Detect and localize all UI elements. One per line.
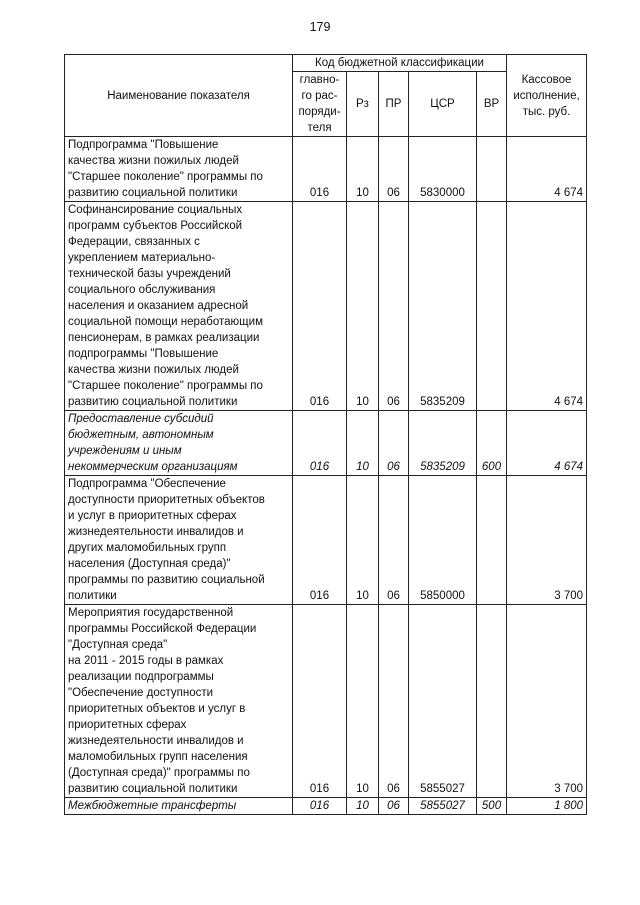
row-pr: 06 (379, 476, 409, 605)
row-name-line: "Доступная среда" (68, 639, 168, 651)
row-rz: 10 (347, 798, 379, 815)
table-row (65, 605, 587, 798)
row-name-line: социальной помощи неработающим (68, 316, 263, 328)
row-name (65, 202, 293, 411)
row-csr: 5830000 (409, 137, 477, 202)
row-name-line: программы по развитию социальной (68, 574, 265, 586)
header-row-top (65, 55, 587, 72)
row-amount: 4 674 (507, 411, 587, 476)
row-rz: 10 (347, 137, 379, 202)
row-name-line: "Обеспечение доступности (68, 687, 214, 699)
row-name-line: бюджетным, автономным (68, 429, 214, 441)
row-name-line: реализации подпрограммы (68, 671, 214, 683)
table-row (65, 476, 587, 605)
header-code-group: Код бюджетной классификации (293, 55, 507, 72)
row-name-line: Софинансирование социальных (68, 204, 243, 216)
row-name-line: жизнедеятельности инвалидов и (68, 526, 244, 538)
row-csr: 5850000 (409, 476, 477, 605)
row-csr: 5835209 (409, 202, 477, 411)
row-name-line: технической базы учреждений (68, 268, 231, 280)
row-amount: 3 700 (507, 476, 587, 605)
budget-execution-table (64, 54, 587, 815)
row-vr (477, 476, 507, 605)
row-name (65, 411, 293, 476)
row-name-line: и услуг в приоритетных сферах (68, 510, 237, 522)
row-name (65, 798, 293, 815)
row-name-line: пенсионерам, в рамках реализации (68, 332, 260, 344)
table-row (65, 202, 587, 411)
row-glava: 016 (293, 202, 347, 411)
row-amount: 4 674 (507, 137, 587, 202)
header-vr: ВР (477, 72, 507, 137)
row-vr: 500 (477, 798, 507, 815)
row-name-line: приоритетных сферах (68, 719, 187, 731)
row-name (65, 605, 293, 798)
row-name-line: "Старшее поколение" программы по (68, 171, 263, 183)
row-pr: 06 (379, 137, 409, 202)
row-glava: 016 (293, 137, 347, 202)
row-csr: 5835209 (409, 411, 477, 476)
row-name-line: приоритетных объектов и услуг в (68, 703, 246, 715)
row-name-line: (Доступная среда)" программы по (68, 767, 250, 779)
row-name-line: Мероприятия государственной (68, 607, 234, 619)
header-rz: Рз (347, 72, 379, 137)
row-name-line: доступности приоритетных объектов (68, 494, 265, 506)
row-name-line: учреждениям и иным (68, 445, 182, 457)
row-vr (477, 202, 507, 411)
row-name (65, 476, 293, 605)
row-pr: 06 (379, 798, 409, 815)
row-pr: 06 (379, 411, 409, 476)
page-number: 179 (309, 20, 331, 34)
row-vr (477, 137, 507, 202)
row-name-line: некоммерческим организациям (68, 461, 238, 473)
header-pr: ПР (379, 72, 409, 137)
header-amount: Кассовое исполнение, тыс. руб. (507, 55, 587, 137)
row-name-line: качества жизни пожилых людей (68, 155, 239, 167)
row-glava: 016 (293, 798, 347, 815)
row-name-line: укреплением материально- (68, 252, 216, 264)
row-name-line: на 2011 - 2015 годы в рамках (68, 655, 224, 667)
row-name-line: Подпрограмма "Обеспечение (68, 478, 226, 490)
row-vr: 600 (477, 411, 507, 476)
table-row (65, 137, 587, 202)
row-glava: 016 (293, 476, 347, 605)
row-rz: 10 (347, 605, 379, 798)
row-name-line: маломобильных групп населения (68, 751, 248, 763)
row-name-line: населения и оказанием адресной (68, 300, 249, 312)
row-name-line: развитию социальной политики (68, 783, 238, 795)
row-name-line: жизнедеятельности инвалидов и (68, 735, 244, 747)
row-name-line: "Старшее поколение" программы по (68, 380, 263, 392)
header-csr: ЦСР (409, 72, 477, 137)
row-rz: 10 (347, 476, 379, 605)
row-name-line: качества жизни пожилых людей (68, 364, 239, 376)
table-row (65, 798, 587, 815)
row-name-line: Межбюджетные трансферты (68, 800, 237, 812)
row-name-line: других маломобильных групп (68, 542, 227, 554)
row-name-line: программ субъектов Российской (68, 220, 243, 232)
table-body (65, 137, 587, 815)
row-glava: 016 (293, 411, 347, 476)
row-pr: 06 (379, 605, 409, 798)
table-row (65, 411, 587, 476)
row-amount: 1 800 (507, 798, 587, 815)
row-name (65, 137, 293, 202)
row-name-line: Федерации, связанных с (68, 236, 200, 248)
row-name-line: подпрограммы "Повышение (68, 348, 219, 360)
header-name: Наименование показателя (65, 55, 293, 137)
row-name-line: Подпрограмма "Повышение (68, 139, 219, 151)
row-csr: 5855027 (409, 605, 477, 798)
row-csr: 5855027 (409, 798, 477, 815)
row-name-line: развитию социальной политики (68, 396, 238, 408)
row-name-line: развитию социальной политики (68, 187, 238, 199)
row-name-line: Предоставление субсидий (68, 413, 214, 425)
row-name-line: программы Российской Федерации (68, 623, 257, 635)
row-name-line: населения (Доступная среда)" (68, 558, 231, 570)
row-glava: 016 (293, 605, 347, 798)
row-name-line: политики (68, 590, 117, 602)
header-glava: главно-го рас-поряди-теля (293, 72, 347, 137)
row-vr (477, 605, 507, 798)
row-pr: 06 (379, 202, 409, 411)
row-rz: 10 (347, 411, 379, 476)
row-rz: 10 (347, 202, 379, 411)
row-amount: 4 674 (507, 202, 587, 411)
row-name-line: социального обслуживания (68, 284, 216, 296)
row-amount: 3 700 (507, 605, 587, 798)
